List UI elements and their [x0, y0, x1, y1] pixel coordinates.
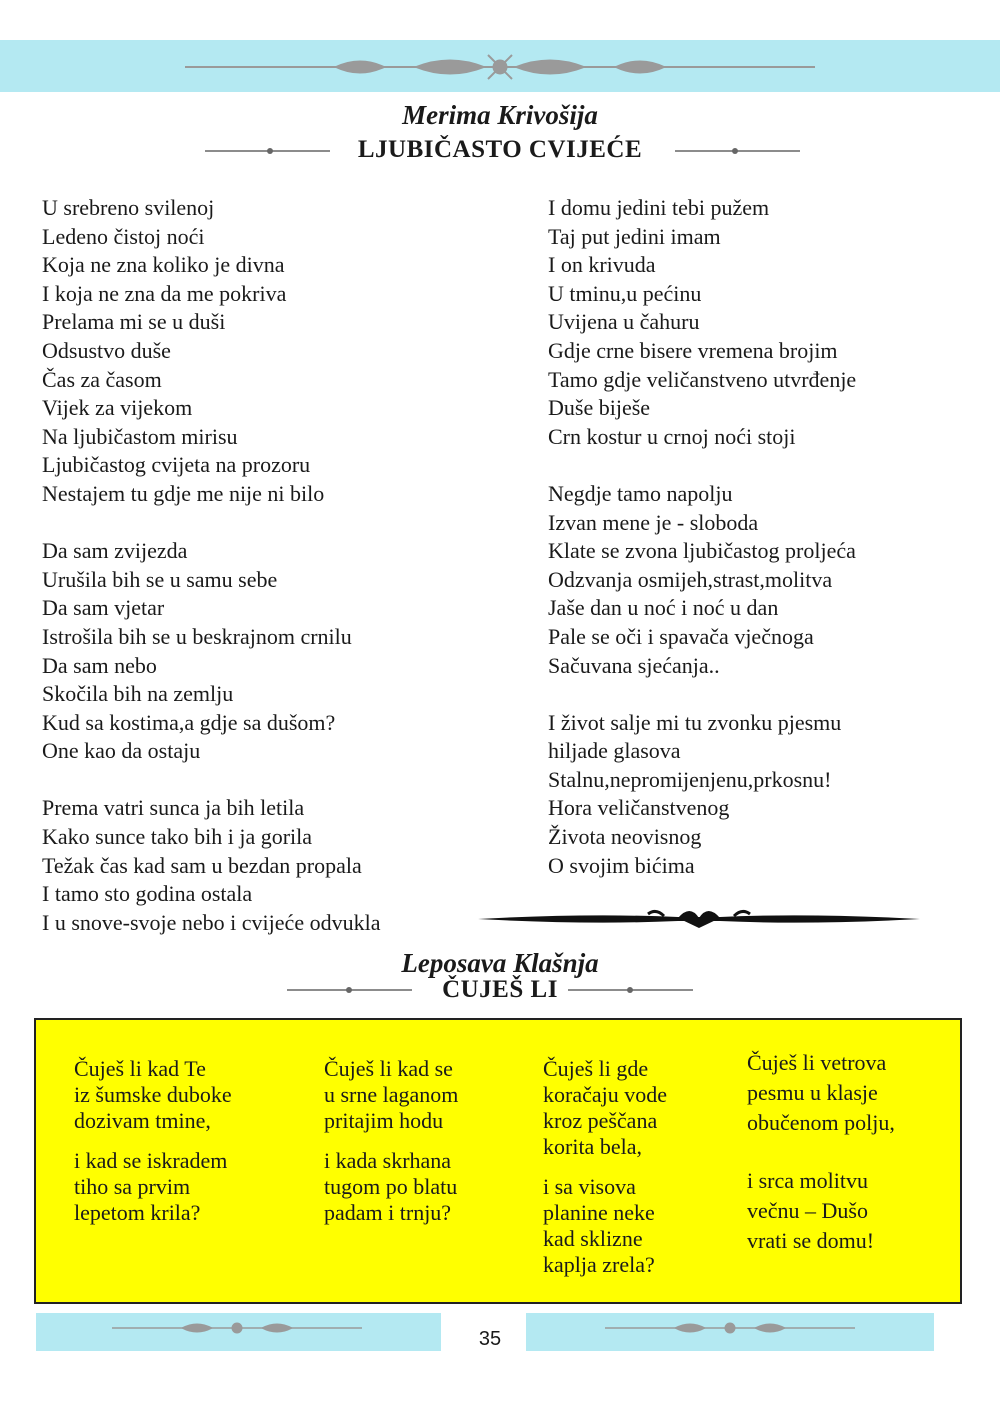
verse-line: Da sam vjetar — [42, 595, 165, 621]
verse-line: Hora veličanstvenog — [548, 795, 730, 821]
verse-line: Urušila bih se u samu sebe — [42, 566, 278, 592]
verse-line: u srne laganom — [324, 1082, 459, 1107]
verse-line: Težak čas kad sam u bezdan propala — [42, 852, 362, 878]
verse-line: I tamo sto godina ostala — [42, 881, 253, 907]
verse-line: Kud sa kostima,a gdje sa dušom? — [42, 709, 336, 735]
verse-line: Tamo gdje veličanstveno utvrđenje — [548, 366, 857, 392]
verse-line: Čuješ li gde — [543, 1056, 649, 1081]
poem2-author: Leposava Klašnja — [401, 948, 599, 978]
poem2-title: ČUJEŠ LI — [442, 976, 558, 1003]
verse-line: Klate se zvona ljubičastog proljeća — [548, 538, 856, 564]
page-number: 35 — [478, 1328, 502, 1350]
verse-line: I on krivuda — [548, 252, 656, 278]
verse-line: O svojim bićima — [548, 852, 695, 878]
verse-line: I domu jedini tebi pužem — [548, 195, 770, 220]
verse-line: pritajim hodu — [324, 1108, 444, 1133]
verse-line: pesmu u klasje — [747, 1080, 878, 1105]
verse-line: Koja ne zna koliko je divna — [42, 252, 285, 278]
verse-line: Nestajem tu gdje me nije ni bilo — [42, 480, 325, 506]
verse-line: planine neke — [543, 1200, 655, 1225]
verse-line: U srebreno svilenoj — [42, 195, 215, 220]
poem1-author: Merima Krivošija — [402, 100, 598, 130]
verse-line: Odzvanja osmijeh,strast,molitva — [548, 566, 833, 592]
verse-line: Ljubičastog cvijeta na prozoru — [42, 452, 311, 478]
stanza — [548, 480, 856, 680]
poem2-box — [34, 1018, 962, 1304]
verse-line: Uvijena u čahuru — [548, 309, 700, 335]
verse-line: kroz peščana — [543, 1108, 658, 1133]
verse-line: Crn kostur u crnoj noći stoji — [548, 423, 796, 449]
verse-line: Čuješ li vetrova — [747, 1050, 887, 1075]
divider-ornament-icon — [478, 904, 920, 934]
footer-ornament-icon — [112, 1318, 362, 1338]
footer-ornament-icon — [605, 1318, 855, 1338]
stanza — [74, 1148, 232, 1226]
stanza — [324, 1148, 458, 1226]
verse-line: koračaju vode — [543, 1082, 667, 1107]
verse-line: i srca molitvu — [747, 1168, 868, 1193]
verse-line: Čuješ li kad se — [324, 1056, 453, 1081]
verse-line: U tminu,u pećinu — [548, 280, 702, 306]
verse-line: večnu – Dušo — [747, 1198, 868, 1223]
verse-line: Jaše dan u noć i noć u dan — [548, 595, 779, 621]
stanza — [548, 194, 856, 451]
verse-line: I u snove-svoje nebo i cvijeće odvukla — [42, 909, 381, 935]
verse-line: Taj put jedini imam — [548, 223, 721, 249]
poem1-right-column — [548, 194, 856, 909]
verse-line: kad sklizne — [543, 1226, 643, 1251]
verse-line: padam i trnju? — [324, 1200, 452, 1225]
header-ornament-icon — [185, 52, 815, 82]
verse-line: Negdje tamo napolju — [548, 480, 733, 506]
stanza — [74, 1056, 232, 1134]
verse-line: Istrošila bih se u beskrajnom crnilu — [42, 623, 352, 649]
stanza — [747, 1166, 895, 1256]
verse-line: Vijek za vijekom — [42, 395, 193, 421]
poem2-column — [747, 1048, 895, 1270]
verse-line: Izvan mene je - sloboda — [548, 509, 759, 535]
verse-line: obučenom polju, — [747, 1110, 895, 1135]
verse-line: korita bela, — [543, 1134, 642, 1159]
stanza — [42, 537, 380, 766]
verse-line: Odsustvo duše — [42, 337, 171, 363]
stanza — [543, 1174, 667, 1278]
poem1-left-column — [42, 194, 380, 966]
stanza — [324, 1056, 458, 1134]
verse-line: i kada skrhana — [324, 1148, 452, 1173]
stanza — [42, 194, 380, 509]
verse-line: Pale se oči i spavača vječnoga — [548, 623, 814, 649]
verse-line: One kao da ostaju — [42, 738, 201, 764]
verse-line: Čas za časom — [42, 366, 162, 392]
poem2-column — [543, 1056, 667, 1292]
verse-line: I koja ne zna da me pokriva — [42, 280, 287, 306]
verse-line: Sačuvana sjećanja.. — [548, 652, 720, 678]
stanza — [42, 794, 380, 937]
verse-line: Prelama mi se u duši — [42, 309, 226, 335]
verse-line: Skočila bih na zemlju — [42, 681, 234, 707]
stanza — [543, 1056, 667, 1160]
verse-line: Gdje crne bisere vremena brojim — [548, 337, 838, 363]
poem2-column — [74, 1056, 232, 1240]
verse-line: tugom po blatu — [324, 1174, 458, 1199]
poem1-title: LJUBIČASTO CVIJEĆE — [357, 136, 643, 163]
verse-line: Da sam nebo — [42, 652, 157, 678]
verse-line: Prema vatri sunca ja bih letila — [42, 795, 305, 821]
title-right-ornament-icon — [568, 982, 693, 998]
stanza — [747, 1048, 895, 1138]
verse-line: dozivam tmine, — [74, 1108, 211, 1133]
verse-line: lepetom krila? — [74, 1200, 201, 1225]
verse-line: Duše biješe — [548, 395, 651, 421]
verse-line: Života neovisnog — [548, 824, 702, 850]
verse-line: Da sam zvijezda — [42, 538, 188, 564]
verse-line: kaplja zrela? — [543, 1252, 655, 1277]
verse-line: i kad se iskradem — [74, 1148, 228, 1173]
verse-line: iz šumske duboke — [74, 1082, 232, 1107]
verse-line: Čuješ li kad Te — [74, 1056, 206, 1081]
verse-line: tiho sa prvim — [74, 1174, 191, 1199]
verse-line: i sa visova — [543, 1174, 636, 1199]
verse-line: I život salje mi tu zvonku pjesmu — [548, 709, 842, 735]
verse-line: Stalnu,nepromijenjenu,prkosnu! — [548, 766, 832, 792]
title-right-ornament-icon — [675, 143, 800, 159]
verse-line: Kako sunce tako bih i ja gorila — [42, 824, 313, 850]
verse-line: Na ljubičastom mirisu — [42, 423, 238, 449]
verse-line: vrati se domu! — [747, 1228, 875, 1253]
stanza — [548, 709, 856, 881]
verse-line: Ledeno čistoj noći — [42, 223, 205, 249]
verse-line: hiljade glasova — [548, 738, 681, 764]
poem2-column — [324, 1056, 458, 1240]
